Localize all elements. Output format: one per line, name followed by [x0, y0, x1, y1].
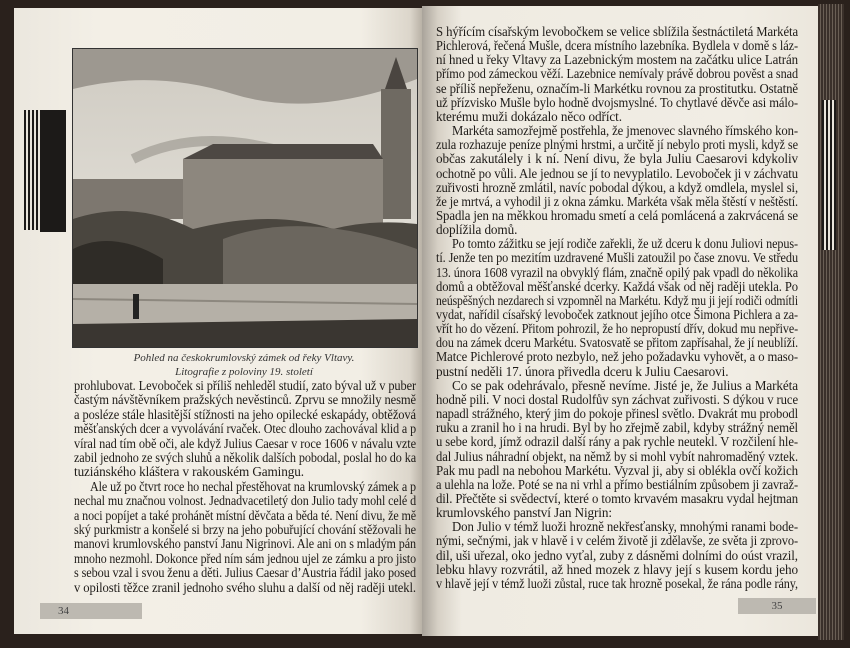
text-line: zula rozhazuje peníze plnými hrstmi, a určitě jí nebylo proti mysli, když se	[436, 137, 798, 153]
page-number-right: 35	[738, 598, 816, 614]
text-line: dou na zámek dceru Markétu. Svatosvatě se přitom zapřísahal, že jí neublíží.	[436, 335, 799, 351]
text-line: pustní neděli 17. února přivedla dceru k Juliu Caesarovi.	[436, 363, 729, 379]
text-line: dal Julius náhradní objekt, na němž by si mohl vybít nahromaděný vztek.	[436, 448, 799, 464]
text-line: s sebou vzal i svou ženu a děti. Julius Caesar d’Austria řádil jako posed	[74, 565, 417, 581]
text-line: Pak mu padl na nebohou Markétu. Vyzval ji, aby si oblékla ovčí kožich	[436, 462, 799, 478]
text-line: už přízvisko Mušle bylo hodně dvojsmyslné. To chytlavé děvče asi málo-	[436, 94, 799, 110]
text-line: Spadla jen na měkkou hromadu smetí a celá pomlácená a zakrvácená se	[436, 207, 799, 223]
thumb-index-stripes	[24, 110, 40, 230]
text-line: ruku a zranil ho i na hrudi. Byl by ho zřejmě zabil, kdyby strážný neměl	[436, 420, 799, 436]
text-line: u sebe kord, jímž odrazil další rány a pak rychle neutekl. V rozčilení hle-	[436, 434, 799, 450]
illustration-caption-line-1: Pohled na českokrumlovský zámek od řeky Vltavy.	[133, 352, 355, 364]
page-number-left: 34	[40, 603, 142, 619]
text-line: dil, uši uřezal, oko jedno vyťal, zuby z dásněmi dolními do oúst vrazil,	[436, 547, 798, 563]
text-line: dil. Přečtěte si svědectví, které o tomto krvavém masakru vydal hejtman	[436, 490, 798, 506]
text-line: neúspěšných nezdarech si vzpomněl na Markétu. Když mu ji její rodiči odmítli	[436, 292, 798, 308]
text-line: Ale už po čtvrt roce ho nechal přestěhovat na krumlovský zámek a p	[90, 478, 417, 494]
text-line: že je mrtvá, a vyhodil ji z okna zámku. Markéta však měla štěstí v neštěstí.	[436, 193, 799, 209]
text-line: přímo pod zámeckou věží. Lazebnice nemívaly právě dobrou pověst a snad	[436, 66, 798, 82]
text-line: a noci popíjet a také prohánět místní děvčata a běda té. Není divu, že mě	[74, 507, 416, 523]
text-line: a ulehla na lože. Poté se na ni vrhl a přímo bestiálním způsobem ji zavraž-	[436, 476, 799, 492]
text-line: prohlubovat. Levoboček si příliš nehleděl studií, zato býval už v puber	[74, 378, 417, 393]
text-line: měšťanských dcer a vyvolávání rvaček. Otec dlouho zachovával klid a p	[74, 421, 417, 437]
text-line: Co se pak odehrávalo, přesně nevíme. Jisté je, že Julius a Markéta	[452, 377, 798, 393]
text-line: 13. února 1608 vyrazil na obvyklý flám, značně opilý pak vpadl do několika	[436, 264, 798, 280]
text-line: Matce Pichlerové proto nezbylo, než jeho požadavku vyhovět, a o maso-	[436, 349, 799, 365]
text-line: Pichlerová, řečená Mušle, dcera místního lazebníka. Bydlela v domě s láz-	[436, 38, 799, 54]
text-line: ochotně po vůli. Ale jednou se jí to nevyplatilo. Levoboček ji v záchvatu	[436, 165, 798, 181]
text-line: lebku hlavy rozvrátil, až hned mozek z hlavy její s kusem kordu jeho	[436, 561, 798, 577]
text-line: napadl strážného, který jim do pokoje přinesl světlo. Dvakrát mu probodl	[436, 406, 799, 422]
text-line: v hlavě její v témž luoži zůstal, ruce tak hrozně posekal, že rána podle rány,	[436, 575, 798, 591]
text-line: ský purkmistr a konšelé si brzy na jeho pobuřující chování stěžovali he	[74, 522, 417, 537]
text-line: hodně pili. V noci dostal Rudolfův syn záchvat zuřivosti. S dýkou v ruce	[436, 391, 798, 407]
text-line: tuziánského kláštera v rakouském Gamingu.	[74, 464, 304, 480]
text-line: manovi krumlovského panství Janu Nigrinovi. Ale ani on s mladým pán	[74, 536, 416, 552]
text-line: se příliš nepřeženu, označím-li Markétku rovnou za prostitutku. Ostatně	[436, 80, 798, 96]
text-line: ní hned u řeky Vltavy za Lazebnickým mostem na začátku ulice Latrán	[436, 52, 799, 68]
text-line: Don Julio v témž luoži hrozně nekřesťansky, mnohými ranami bode-	[452, 519, 799, 535]
text-line: Po tomto zážitku se její rodiče zařekli, že už dceru k donu Juliovi nepus-	[452, 236, 798, 252]
text-line: zabil jednoho ze svých sluhů a několik dalších pobodal, poslal ho do ka	[74, 450, 417, 465]
text-line: domů a obtěžoval měšťanské dcerky. Každá však od něj raději utekla. Po	[436, 278, 799, 294]
text-line: a posléze stále hlasitější stížnosti na jeho opilecké eskapády, obtěžová	[74, 406, 416, 422]
text-line: doplížila domů.	[436, 222, 518, 238]
illustration-caption-line-2: Litografie z poloviny 19. století	[175, 366, 313, 378]
text-line: kterému muži dokázalo něco odříct.	[436, 108, 622, 124]
text-line: v opilosti těžce zranil jednoho svého sluhu a další od něj raději utekl.	[74, 579, 416, 595]
text-line: častým návštěvníkem pražských nevěstinců. Zprvu se množily nesmě	[74, 392, 416, 408]
thumb-index-edge	[822, 100, 836, 250]
text-line: nými, sečnými, jak v hlavě i v celém životě ji zdělavše, ze světa ji zprovo-	[436, 533, 799, 549]
text-line: tí. Jenže ten po mezitím uzdravené Mušli zatoužil po čase znovu. Ve středu	[436, 250, 799, 266]
text-line: víral nad tím obě oči, ale když Julius Caesar v roce 1606 v návalu vzte	[74, 435, 416, 451]
text-line: občas zakutálely i k ní. Není divu, že byla Juliu Caesarovi kdykoliv	[436, 151, 798, 167]
text-line: zuřivosti hrozně zmlátil, navíc pobodal dýkou, a když omdlela, myslel si,	[436, 179, 798, 195]
text-line: vydat, nařídil císařský levoboček zatknout jejího otce Šimona Pichlera a za-	[436, 307, 798, 322]
text-line: Markéta samozřejmě postřehla, že jmenovec slavného římského kon-	[452, 123, 798, 139]
text-line: vřít ho do vězení. Přitom pohrozil, že ho nepropustí dřív, dokud mu nepřive-	[436, 321, 799, 337]
castle-lithograph	[72, 48, 418, 348]
text-line: nechal mu značnou volnost. Jednadvacetiletý don Julio tady mohl celé d	[74, 493, 417, 509]
thumb-index-bar	[40, 110, 66, 232]
text-line: krumlovského panství Jan Nigrin:	[436, 505, 612, 521]
text-line: mnoho nezmohl. Dokonce před ním sám jednou ujel ze zámku a pro jisto	[74, 550, 416, 566]
text-line: S hýřícím císařským levobočkem se velice sblížila šestnáctiletá Markéta	[436, 24, 799, 39]
